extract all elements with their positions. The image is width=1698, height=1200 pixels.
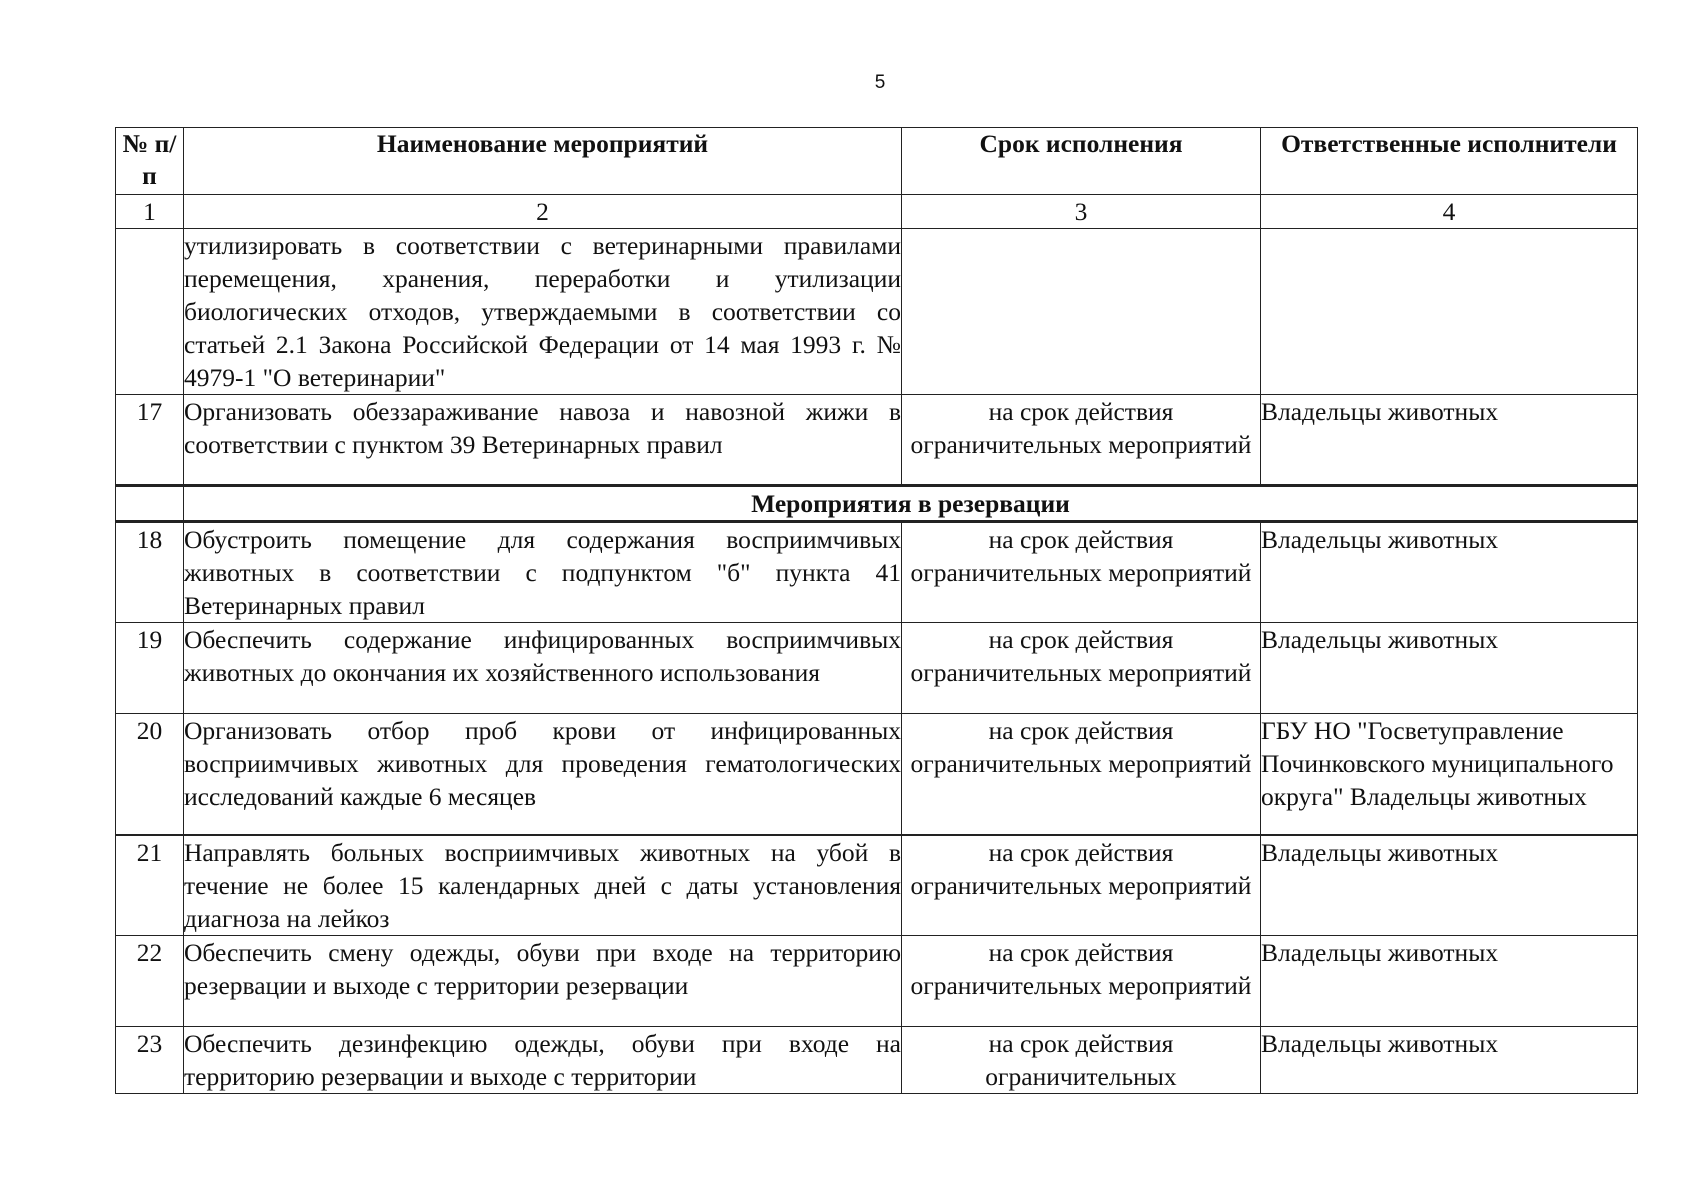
row-term: на срок действия ограничительных мероприятий	[902, 522, 1261, 623]
row-number: 17	[116, 395, 184, 486]
row-measure: Организовать отбор проб крови от инфицированных восприимчивых животных для проведения гематологических исследований каждые 6 месяцев	[184, 714, 902, 835]
row-responsible: Владельцы животных	[1261, 1026, 1638, 1093]
row-responsible: Владельцы животных	[1261, 835, 1638, 936]
header-term: Срок исполнения	[902, 128, 1261, 195]
column-number: 3	[902, 195, 1261, 229]
section-title: Мероприятия в резервации	[184, 486, 1638, 522]
row-responsible: Владельцы животных	[1261, 935, 1638, 1026]
column-number: 1	[116, 195, 184, 229]
row-term: на срок действия ограничительных	[902, 1026, 1261, 1093]
section-number-cell	[116, 486, 184, 522]
table-row	[116, 229, 1638, 395]
column-number: 4	[1261, 195, 1638, 229]
row-measure: Направлять больных восприимчивых животных на убой в течение не более 15 календарных дней с даты установления диагноза на лейкоз	[184, 835, 902, 936]
table-row	[116, 623, 1638, 714]
table-row	[116, 835, 1638, 936]
column-numbers-row	[116, 195, 1638, 229]
row-number: 22	[116, 935, 184, 1026]
table-row	[116, 1026, 1638, 1093]
row-measure: Обеспечить смену одежды, обуви при входе на территорию резервации и выходе с территории резервации	[184, 935, 902, 1026]
measures-table	[115, 127, 1638, 1094]
row-measure: Обустроить помещение для содержания восприимчивых животных в соответствии с подпунктом "б" пункта 41 Ветеринарных правил	[184, 522, 902, 623]
row-number: 21	[116, 835, 184, 936]
header-number: № п/п	[116, 128, 184, 195]
row-responsible: Владельцы животных	[1261, 522, 1638, 623]
table-row	[116, 714, 1638, 835]
row-number: 18	[116, 522, 184, 623]
row-term: на срок действия ограничительных мероприятий	[902, 623, 1261, 714]
table-row	[116, 522, 1638, 623]
header-responsible: Ответственные исполнители	[1261, 128, 1638, 195]
header-name: Наименование мероприятий	[184, 128, 902, 195]
row-term	[902, 229, 1261, 395]
row-term: на срок действия ограничительных мероприятий	[902, 935, 1261, 1026]
row-term: на срок действия ограничительных мероприятий	[902, 395, 1261, 486]
row-responsible: Владельцы животных	[1261, 395, 1638, 486]
table-row	[116, 935, 1638, 1026]
row-number	[116, 229, 184, 395]
row-responsible: ГБУ НО "Госветуправление Починковского муниципального округа" Владельцы животных	[1261, 714, 1638, 835]
row-responsible	[1261, 229, 1638, 395]
table-row	[116, 395, 1638, 486]
row-term: на срок действия ограничительных мероприятий	[902, 835, 1261, 936]
row-number: 23	[116, 1026, 184, 1093]
row-measure: Организовать обеззараживание навоза и навозной жижи в соответствии с пунктом 39 Ветеринарных правил	[184, 395, 902, 486]
row-number: 20	[116, 714, 184, 835]
row-responsible: Владельцы животных	[1261, 623, 1638, 714]
column-number: 2	[184, 195, 902, 229]
table-header-row	[116, 128, 1638, 195]
row-measure: Обеспечить дезинфекцию одежды, обуви при входе на территорию резервации и выходе с территории	[184, 1026, 902, 1093]
row-term: на срок действия ограничительных мероприятий	[902, 714, 1261, 835]
row-measure: утилизировать в соответствии с ветеринарными правилами перемещения, хранения, переработки и утилизации биологических отходов, утверждаемыми в соответствии со статьей 2.1 Закона Российской Федерации от 14 мая 1993 г. № 4979-1 "О ветеринарии"	[184, 229, 902, 395]
page-number: 5	[874, 72, 886, 93]
row-number: 19	[116, 623, 184, 714]
section-row	[116, 486, 1638, 522]
row-measure: Обеспечить содержание инфицированных восприимчивых животных до окончания их хозяйственного использования	[184, 623, 902, 714]
